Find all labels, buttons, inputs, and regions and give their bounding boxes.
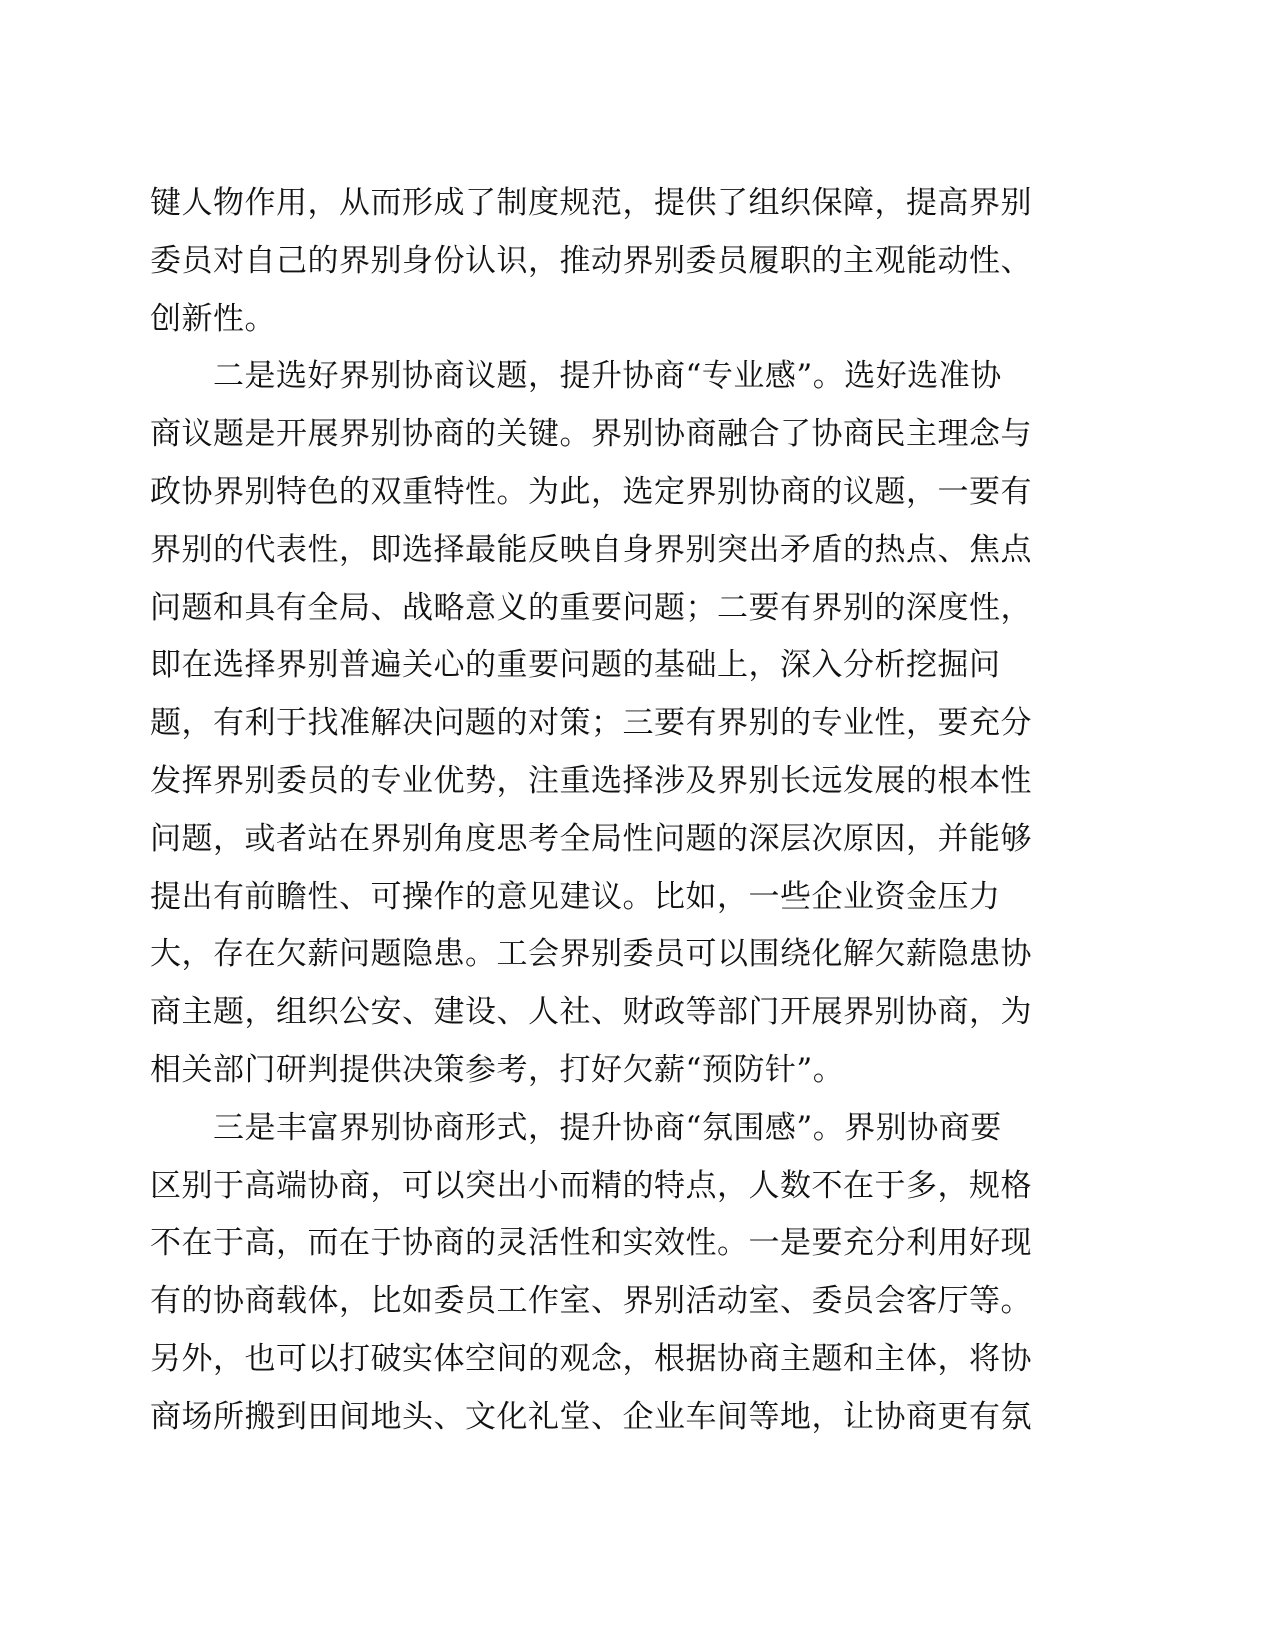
- text-line: 政协界别特色的双重特性。为此，选定界别协商的议题，一要有: [150, 473, 1032, 510]
- text-line: 相关部门研判提供决策参考，打好欠薪“预防针”。: [150, 1051, 845, 1088]
- text-line: 创新性。: [150, 300, 276, 337]
- text-line: 不在于高，而在于协商的灵活性和实效性。一是要充分利用好现: [150, 1225, 1032, 1262]
- paragraph-start-line: 二是选好界别协商议题，提升协商“专业感”。选好选准协: [213, 358, 1002, 395]
- text-line: 大，存在欠薪问题隐患。工会界别委员可以围绕化解欠薪隐患协: [150, 936, 1032, 973]
- text-line: 即在选择界别普遍关心的重要问题的基础上，深入分析挖掘问: [150, 647, 1001, 684]
- text-line: 提出有前瞻性、可操作的意见建议。比如，一些企业资金压力: [150, 878, 1001, 915]
- text-line: 商议题是开展界别协商的关键。界别协商融合了协商民主理念与: [150, 416, 1032, 453]
- text-line: 键人物作用，从而形成了制度规范，提供了组织保障，提高界别: [150, 185, 1032, 221]
- text-line: 另外，也可以打破实体空间的观念，根据协商主题和主体，将协: [150, 1340, 1032, 1377]
- text-line: 界别的代表性，即选择最能反映自身界别突出矛盾的热点、焦点: [150, 531, 1032, 568]
- paragraph-start-line: 三是丰富界别协商形式，提升协商“氛围感”。界别协商要: [213, 1109, 1002, 1146]
- text-line: 问题和具有全局、战略意义的重要问题；二要有界别的深度性，: [150, 589, 1032, 626]
- text-line: 问题，或者站在界别角度思考全局性问题的深层次原因，并能够: [150, 820, 1032, 857]
- text-line: 商主题，组织公安、建设、人社、财政等部门开展界别协商，为: [150, 994, 1032, 1031]
- text-line: 区别于高端协商，可以突出小而精的特点，人数不在于多，规格: [150, 1167, 1032, 1204]
- body-text: [150, 175, 1080, 1447]
- text-line: 委员对自己的界别身份认识，推动界别委员履职的主观能动性、: [150, 242, 1032, 279]
- text-line: 商场所搬到田间地头、文化礼堂、企业车间等地，让协商更有氛: [150, 1398, 1032, 1435]
- text-line: 发挥界别委员的专业优势，注重选择涉及界别长远发展的根本性: [150, 762, 1032, 799]
- text-line: 有的协商载体，比如委员工作室、界别活动室、委员会客厅等。: [150, 1283, 1032, 1320]
- text-line: 题，有利于找准解决问题的对策；三要有界别的专业性，要充分: [150, 705, 1032, 742]
